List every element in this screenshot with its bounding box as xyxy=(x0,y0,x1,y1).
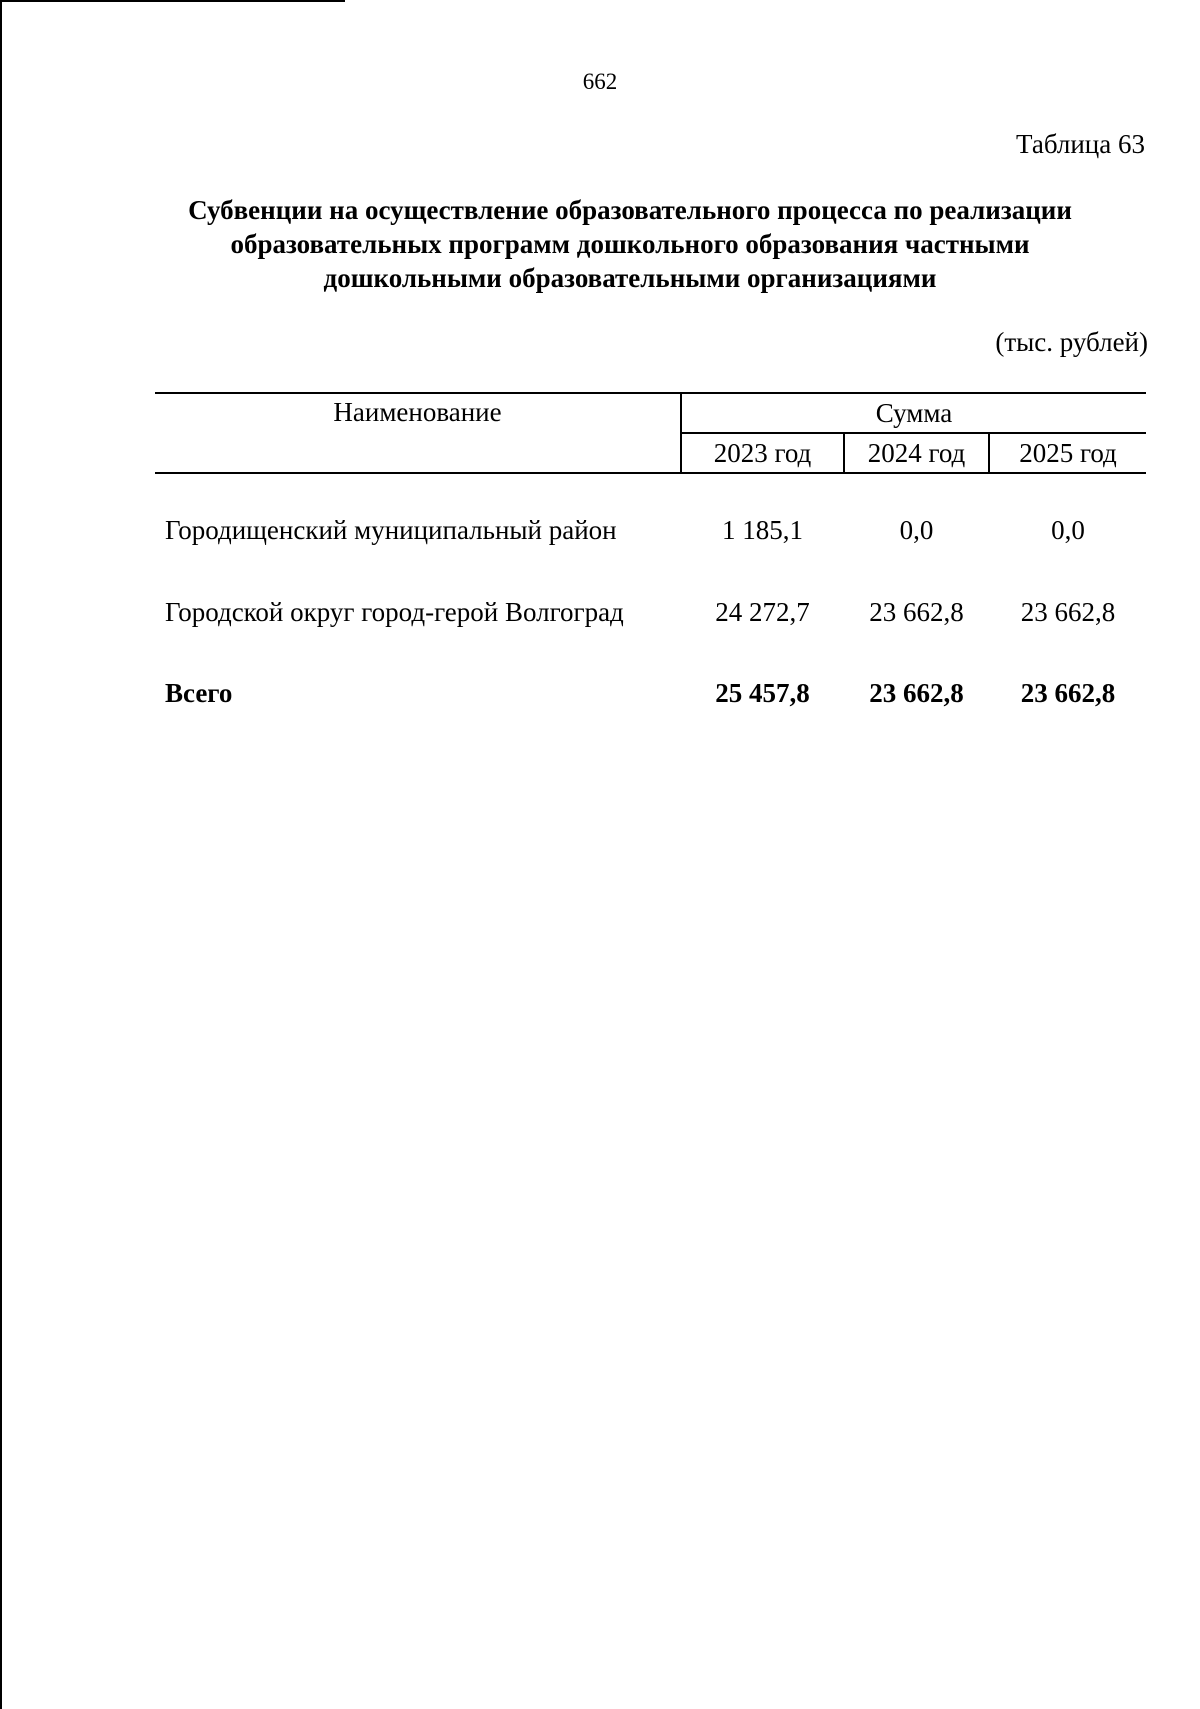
row-value-2024: 0,0 xyxy=(899,515,934,545)
header-year-2024: 2024 год xyxy=(867,438,966,468)
title-line-2: образовательных программ дошкольного образования частными xyxy=(230,229,1030,259)
header-name: Наименование xyxy=(333,397,502,427)
scan-border-top xyxy=(0,0,345,2)
row-name: Городищенский муниципальный район xyxy=(165,515,617,545)
total-value-2025: 23 662,8 xyxy=(1020,678,1116,708)
total-value-2023: 25 457,8 xyxy=(715,678,810,708)
total-row xyxy=(155,673,1146,713)
table-label: Таблица 63 xyxy=(1016,129,1145,159)
title-line-3: дошкольными образовательными организациями xyxy=(323,263,937,293)
unit-label: (тыс. рублей) xyxy=(995,327,1148,357)
header-year-2025: 2025 год xyxy=(1019,438,1117,468)
title-line-1: Субвенции на осуществление образовательного процесса по реализации xyxy=(188,195,1072,225)
header-sum: Сумма xyxy=(875,398,953,428)
table-row xyxy=(155,510,1146,550)
page-number: 662 xyxy=(582,69,618,94)
table-row xyxy=(155,592,1146,632)
scan-border-left xyxy=(0,0,2,1709)
sum-subheader-rule xyxy=(681,432,1146,434)
total-label: Всего xyxy=(165,678,233,708)
document-title xyxy=(150,193,1110,295)
row-value-2023: 1 185,1 xyxy=(722,515,803,545)
row-value-2024: 23 662,8 xyxy=(869,597,964,627)
header-bottom-rule xyxy=(155,472,1146,474)
row-value-2025: 23 662,8 xyxy=(1020,597,1116,627)
total-value-2024: 23 662,8 xyxy=(869,678,964,708)
header-year-2023: 2023 год xyxy=(713,438,812,468)
row-name: Городской округ город-герой Волгоград xyxy=(165,597,624,627)
row-value-2023: 24 272,7 xyxy=(715,597,810,627)
table-top-rule xyxy=(155,392,1146,394)
row-value-2025: 0,0 xyxy=(1051,515,1085,545)
